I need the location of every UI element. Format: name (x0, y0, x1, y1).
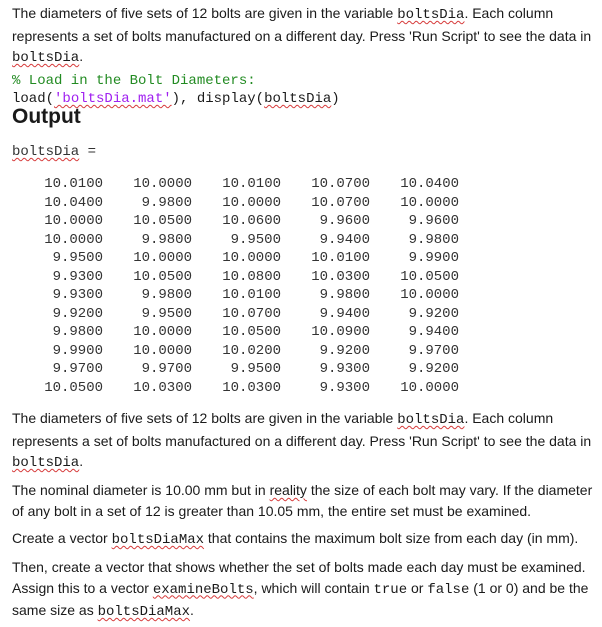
matrix-row (14, 194, 459, 213)
matrix-row (14, 323, 459, 342)
matrix-cell: 10.0000 (133, 324, 192, 341)
intro-end: . (79, 48, 84, 64)
matrix-row (14, 286, 459, 305)
problem-text: that contains the maximum bolt size from each day (in mm). (204, 530, 579, 546)
matrix-cell: 9.9400 (408, 324, 459, 341)
matrix-cell: 10.0100 (44, 176, 103, 193)
matrix-cell: 9.9200 (52, 305, 103, 322)
matrix-cell: 9.9800 (408, 231, 459, 248)
word-reality: reality (269, 482, 307, 498)
matrix-cell: 10.0000 (133, 176, 192, 193)
matrix-cell: 10.0300 (133, 379, 192, 396)
intro-text: The diameters of five sets of 12 bolts are given in the variable (12, 5, 398, 21)
problem-text: . (190, 602, 194, 618)
variable-boltsDia: boltsDia (12, 50, 80, 66)
matrix-row (14, 360, 459, 379)
matrix-cell: 10.0000 (44, 231, 103, 248)
code-close: ) (331, 91, 340, 107)
matrix-row (14, 379, 459, 398)
bolts-matrix (14, 175, 459, 397)
matrix-cell: 9.9800 (141, 231, 192, 248)
matrix-cell: 10.0300 (311, 268, 370, 285)
matrix-cell: 9.9600 (408, 213, 459, 230)
matrix-cell: 9.9800 (141, 287, 192, 304)
output-heading: Output (12, 105, 81, 128)
problem-text: Then, create a vector that shows whether the set of bolts made each day must be examined. Assign this to a vector (12, 559, 586, 596)
problem-paragraph-3 (12, 528, 596, 551)
matrix-cell: 10.0000 (133, 342, 192, 359)
variable-boltsDiaMax: boltsDiaMax (97, 604, 191, 620)
matrix-cell: 10.0800 (222, 268, 281, 285)
matrix-cell: 9.9300 (52, 268, 103, 285)
matrix-cell: 10.0500 (133, 268, 192, 285)
matrix-cell: 10.0500 (44, 379, 103, 396)
matrix-cell: 9.9200 (408, 361, 459, 378)
matrix-cell: 10.0500 (222, 324, 281, 341)
output-var-name: boltsDia (12, 144, 80, 160)
problem-paragraph-2 (12, 480, 596, 521)
matrix-cell: 9.9500 (52, 250, 103, 267)
matrix-cell: 10.0500 (400, 268, 459, 285)
intro-text: . Each column represents a set of bolts manufactured on a different day. Press 'Run Script' to see the data in (12, 5, 592, 44)
matrix-cell: 9.9200 (319, 342, 370, 359)
matrix-cell: 9.9300 (319, 379, 370, 396)
matrix-cell: 9.9200 (408, 305, 459, 322)
matrix-cell: 10.0000 (400, 379, 459, 396)
problem-paragraph-4 (12, 557, 596, 623)
matrix-cell: 9.9500 (230, 231, 281, 248)
code-comment: % Load in the Bolt Diameters: (12, 73, 256, 89)
problem-text: . Each column represents a set of bolts manufactured on a different day. Press 'Run Script' to see the data in (12, 410, 592, 449)
matrix-cell: 9.9700 (52, 361, 103, 378)
matrix-cell: 10.0600 (222, 213, 281, 230)
intro-paragraph (12, 3, 596, 69)
matrix-row (14, 268, 459, 287)
problem-text: . (79, 453, 84, 469)
matrix-cell: 9.9800 (52, 324, 103, 341)
output-var-line (12, 143, 96, 161)
problem-text: (1 or 0) and be the same size as (12, 579, 589, 618)
problem-text: Create a vector (12, 530, 112, 546)
matrix-cell: 10.0000 (222, 194, 281, 211)
matrix-row (14, 249, 459, 268)
variable-examineBolts: examineBolts (152, 581, 254, 598)
matrix-cell: 9.9600 (319, 213, 370, 230)
matrix-cell: 9.9500 (141, 305, 192, 322)
matrix-cell: 9.9300 (52, 287, 103, 304)
output-equals: = (79, 144, 97, 160)
matrix-cell: 9.9800 (319, 287, 370, 304)
matrix-cell: 10.0000 (222, 250, 281, 267)
problem-paragraph-1 (12, 408, 596, 474)
matrix-cell: 10.0300 (222, 379, 281, 396)
matrix-cell: 9.9900 (408, 250, 459, 267)
keyword-false: false (427, 581, 470, 598)
matrix-cell: 9.9900 (52, 342, 103, 359)
matrix-cell: 10.0400 (44, 194, 103, 211)
matrix-cell: 10.0700 (222, 305, 281, 322)
matrix-cell: 10.0000 (133, 250, 192, 267)
code-display-arg: boltsDia (264, 91, 332, 107)
problem-text: The diameters of five sets of 12 bolts are given in the variable (12, 410, 398, 426)
matrix-cell: 10.0500 (133, 213, 192, 230)
matrix-cell: 10.0900 (311, 324, 370, 341)
matrix-cell: 9.9700 (141, 361, 192, 378)
matrix-cell: 9.9400 (319, 305, 370, 322)
problem-text: The nominal diameter is 10.00 mm but in (12, 482, 270, 498)
matrix-cell: 9.9700 (408, 342, 459, 359)
matrix-row (14, 342, 459, 361)
problem-text: , which will contain (253, 579, 374, 596)
matrix-row (14, 175, 459, 194)
code-load-fn: load( (12, 91, 55, 107)
variable-boltsDia: boltsDia (397, 412, 465, 428)
variable-boltsDia: boltsDia (12, 455, 80, 471)
matrix-cell: 10.0100 (222, 176, 281, 193)
matrix-cell: 10.0400 (400, 176, 459, 193)
problem-text: or (407, 579, 428, 596)
matrix-cell: 10.0000 (400, 287, 459, 304)
matrix-cell: 10.0200 (222, 342, 281, 359)
matrix-cell: 9.9300 (319, 361, 370, 378)
matrix-cell: 9.9800 (141, 194, 192, 211)
matrix-cell: 10.0100 (311, 250, 370, 267)
keyword-true: true (373, 581, 408, 598)
variable-boltsDiaMax: boltsDiaMax (111, 532, 205, 548)
variable-boltsDia: boltsDia (397, 7, 465, 23)
code-file-string: 'boltsDia.mat' (54, 91, 172, 107)
matrix-cell: 10.0100 (222, 287, 281, 304)
matrix-cell: 9.9400 (319, 231, 370, 248)
matrix-cell: 9.9500 (230, 361, 281, 378)
matrix-cell: 10.0700 (311, 176, 370, 193)
code-display-call: ), display( (171, 91, 265, 107)
matrix-row (14, 231, 459, 250)
matrix-row (14, 305, 459, 324)
matrix-cell: 10.0700 (311, 194, 370, 211)
matrix-cell: 10.0000 (44, 213, 103, 230)
matrix-row (14, 212, 459, 231)
problem-text: the size of each bolt may vary. If the diameter of any bolt in a set of 12 is greater than 10.05 mm, the entire set must be examined. (12, 482, 593, 519)
matrix-cell: 10.0000 (400, 194, 459, 211)
